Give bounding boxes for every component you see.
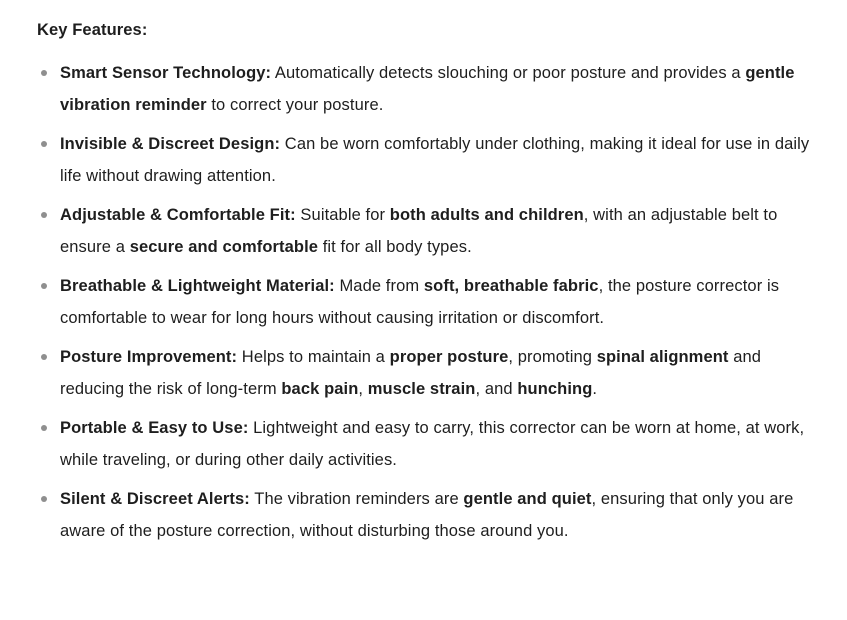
feature-bold-text: soft, breathable fabric [423,277,599,295]
list-item [37,412,817,476]
list-item [37,199,817,263]
feature-text: , the posture corrector is comfortable to wear for long hours without causing irritation or discomfort. [60,277,780,327]
feature-text: , and [475,380,518,398]
feature-bold-text: gentle vibration reminder [60,64,795,114]
feature-text: The vibration reminders are [249,490,464,508]
feature-bold-text: Adjustable & Comfortable Fit: [60,206,296,224]
key-features-list [37,57,817,547]
feature-bold-text: muscle strain [367,380,476,398]
feature-text: Can be worn comfortably under clothing, making it ideal for use in daily life without drawing attention. [60,135,810,185]
feature-bold-text: hunching [517,380,593,398]
feature-text: and reducing the risk of long-term [60,348,762,398]
feature-bold-text: Portable & Easy to Use: [60,419,249,437]
feature-text: , [358,380,368,398]
feature-bold-text: both adults and children [389,206,584,224]
feature-bold-text: Posture Improvement: [60,348,238,366]
feature-bold-text: Silent & Discreet Alerts: [60,490,250,508]
feature-bold-text: Invisible & Discreet Design: [60,135,281,153]
feature-text: , promoting [508,348,597,366]
list-item [37,128,817,192]
list-item [37,57,817,121]
feature-text: , with an adjustable belt to ensure a [60,206,778,256]
feature-bold-text: Smart Sensor Technology: [60,64,272,82]
key-features-heading: Key Features: [37,21,148,39]
feature-text: to correct your posture. [206,96,384,114]
feature-bold-text: spinal alignment [596,348,729,366]
feature-bold-text: Breathable & Lightweight Material: [60,277,335,295]
feature-bold-text: proper posture [389,348,509,366]
list-item [37,270,817,334]
feature-text: Automatically detects slouching or poor posture and provides a [271,64,746,82]
feature-bold-text: back pain [281,380,359,398]
list-item [37,341,817,405]
feature-text: Helps to maintain a [237,348,390,366]
feature-bold-text: gentle and quiet [463,490,592,508]
feature-text: . [592,380,598,398]
feature-text: , ensuring that only you are aware of the posture correction, without disturbing those around you. [60,490,794,540]
feature-text: Lightweight and easy to carry, this corrector can be worn at home, at work, while traveling, or during other daily activities. [60,419,805,469]
feature-bold-text: secure and comfortable [129,238,319,256]
feature-text: Made from [334,277,424,295]
feature-text: Suitable for [295,206,390,224]
feature-text: fit for all body types. [318,238,472,256]
list-item [37,483,817,547]
